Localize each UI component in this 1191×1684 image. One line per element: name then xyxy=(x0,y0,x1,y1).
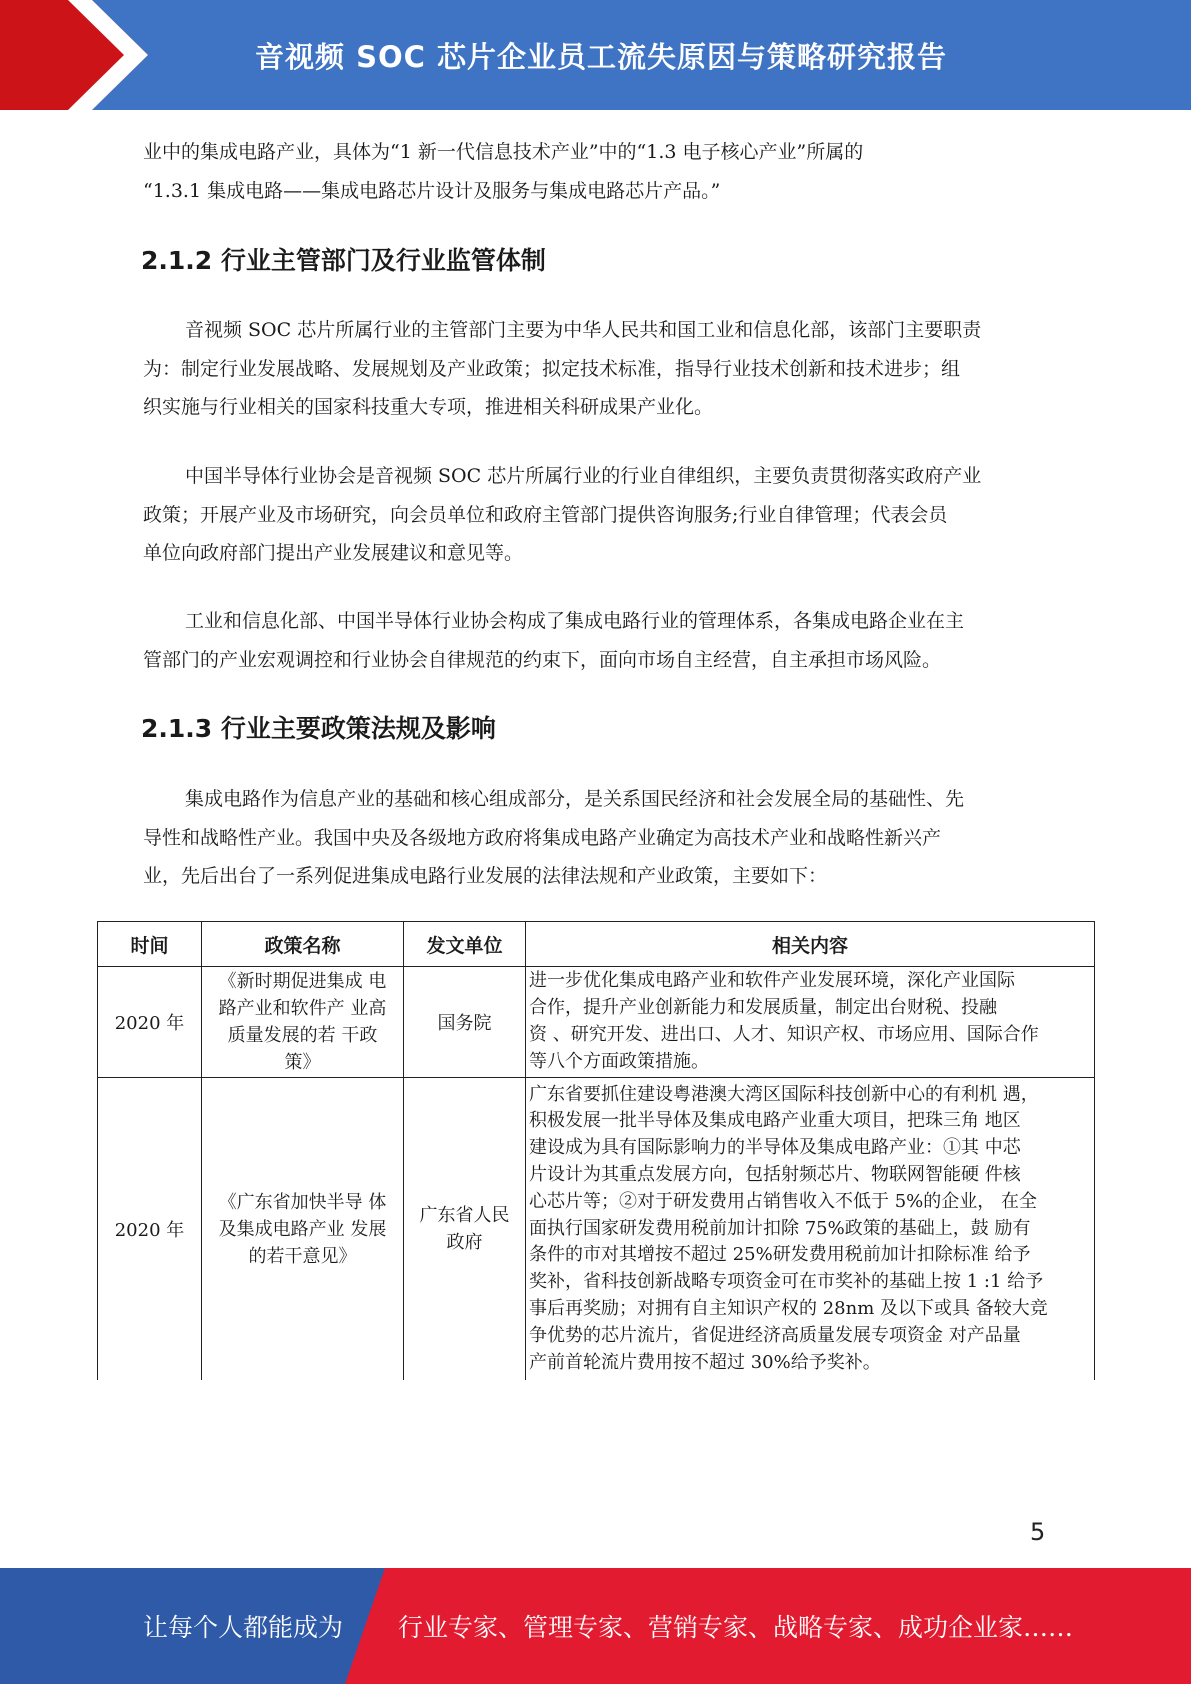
column-header-content: 相关内容 xyxy=(526,922,1095,967)
cell-text-line: 产前首轮流片费用按不超过 30%给予奖补。 xyxy=(529,1351,881,1373)
paragraph-policies-intro xyxy=(143,780,1048,896)
text-line: 集成电路作为信息产业的基础和核心组成部分，是关系国民经济和社会发展全局的基础性、先 xyxy=(185,788,965,810)
cell-time: 2020 年 xyxy=(98,1078,202,1381)
text-line: 单位向政府部门提出产业发展建议和意见等。 xyxy=(143,542,524,564)
cell-content xyxy=(526,1078,1095,1381)
text-line: 政策；开展产业及市场研究，向会员单位和政府主管部门提供咨询服务;行业自律管理；代表会员 xyxy=(143,503,948,526)
column-header-policy-name: 政策名称 xyxy=(202,922,404,967)
cell-text-line: 心芯片等；②对于研发费用占销售收入不低于 5%的企业， 在全 xyxy=(529,1190,1037,1212)
cell-policy-name xyxy=(202,1078,404,1381)
cell-text-line: 广东省人民 xyxy=(419,1205,510,1226)
intro-paragraph xyxy=(143,133,1048,210)
cell-text-line: 合作，提升产业创新能力和发展质量，制定出台财税、投融 xyxy=(529,997,997,1019)
cell-text-line: 片设计为其重点发展方向，包括射频芯片、物联网智能硬 件核 xyxy=(529,1164,1021,1185)
text-line: 织实施与行业相关的国家科技重大专项，推进相关科研成果产业化。 xyxy=(143,396,714,418)
cell-text-line: 《新时期促进集成 电 xyxy=(218,971,387,992)
cell-text-line: 广东省要抓住建设粤港澳大湾区国际科技创新中心的有利机 遇， xyxy=(529,1083,1039,1105)
text-line: 管部门的产业宏观调控和行业协会自律规范的约束下，面向市场自主经营，自主承担市场风险。 xyxy=(143,648,942,671)
text-line: 中国半导体行业协会是音视频 SOC 芯片所属行业的行业自律组织，主要负责贯彻落实政府产业 xyxy=(185,465,982,487)
table-header-row xyxy=(98,922,1095,967)
section-heading-2-1-2: 2.1.2 行业主管部门及行业监管体制 xyxy=(141,246,546,275)
cell-text-line: 面执行国家研发费用税前加计扣除 75%政策的基础上，鼓 励有 xyxy=(529,1217,1031,1239)
cell-text-line: 路产业和软件产 业高 xyxy=(218,998,387,1019)
cell-text-line: 事后再奖励；对拥有自主知识产权的 28nm 及以下或具 备较大竞 xyxy=(529,1297,1048,1319)
cell-text-line: 条件的市对其增按不超过 25%研发费用税前加计扣除标准 给予 xyxy=(529,1244,1031,1266)
text-line: “1.3.1 集成电路——集成电路芯片设计及服务与集成电路芯片产品。” xyxy=(143,179,721,202)
text-line: 音视频 SOC 芯片所属行业的主管部门主要为中华人民共和国工业和信息化部，该部门主要职责 xyxy=(185,319,982,341)
cell-text-line: 奖补，省科技创新战略专项资金可在市奖补的基础上按 1 :1 给予 xyxy=(529,1271,1044,1293)
cell-text-line: 争优势的芯片流片，省促进经济高质量发展专项资金 对产品量 xyxy=(529,1324,1021,1346)
table-row xyxy=(98,1078,1095,1381)
page-header xyxy=(0,0,1191,110)
cell-text-line: 等八个方面政策措施。 xyxy=(529,1050,709,1072)
page-number: 5 xyxy=(1030,1518,1046,1546)
paragraph-association xyxy=(143,457,1048,573)
text-line: 工业和信息化部、中国半导体行业协会构成了集成电路行业的管理体系，各集成电路企业在主 xyxy=(185,610,965,632)
cell-text-line: 《广东省加快半导 体 xyxy=(218,1191,387,1213)
report-title: 音视频 SOC 芯片企业员工流失原因与策略研究报告 xyxy=(255,39,948,74)
text-line: 为：制定行业发展战略、发展规划及产业政策；拟定技术标准，指导行业技术创新和技术进步；组 xyxy=(143,357,961,380)
cell-text-line: 进一步优化集成电路产业和软件产业发展环境，深化产业国际 xyxy=(529,970,1015,992)
cell-text-line: 建设成为具有国际影响力的半导体及集成电路产业：①其 中芯 xyxy=(529,1137,1021,1159)
cell-text-line: 政府 xyxy=(446,1232,483,1253)
text-line: 业中的集成电路产业，具体为“1 新一代信息技术产业”中的“1.3 电子核心产业”所属的 xyxy=(143,141,864,163)
column-header-issuer: 发文单位 xyxy=(404,922,526,967)
text-line: 业，先后出台了一系列促进集成电路行业发展的法律法规和产业政策，主要如下： xyxy=(143,865,828,887)
cell-text-line: 积极发展一批半导体及集成电路产业重大项目，把珠三角 地区 xyxy=(529,1110,1021,1132)
cell-text-line: 质量发展的若 干政 xyxy=(227,1025,378,1046)
text-line: 导性和战略性产业。我国中央及各级地方政府将集成电路产业确定为高技术产业和战略性新兴产 xyxy=(143,826,942,849)
cell-text-line: 策》 xyxy=(284,1052,321,1073)
table-row xyxy=(98,967,1095,1078)
cell-text-line: 资 、研究开发、进出口、人才、知识产权、市场应用、国际合作 xyxy=(529,1024,1039,1045)
header-arrow-decoration xyxy=(0,0,260,110)
cell-issuer xyxy=(404,1078,526,1381)
cell-text-line: 及集成电路产业 发展 xyxy=(218,1218,387,1240)
paragraph-regulator xyxy=(143,311,1048,427)
cell-time: 2020 年 xyxy=(98,967,202,1078)
column-header-time: 时间 xyxy=(98,922,202,967)
footer-slogan-left: 让每个人都能成为 xyxy=(143,1613,344,1642)
cell-content xyxy=(526,967,1095,1078)
page-footer xyxy=(0,1568,1191,1684)
cell-issuer: 国务院 xyxy=(404,967,526,1078)
section-heading-2-1-3: 2.1.3 行业主要政策法规及影响 xyxy=(141,714,496,743)
footer-slogan-right: 行业专家、管理专家、营销专家、战略专家、成功企业家…… xyxy=(398,1613,1074,1642)
paragraph-management-system xyxy=(143,602,1048,679)
policy-table xyxy=(97,921,1095,1380)
cell-policy-name xyxy=(202,967,404,1078)
cell-text-line: 的若干意见》 xyxy=(248,1245,357,1267)
